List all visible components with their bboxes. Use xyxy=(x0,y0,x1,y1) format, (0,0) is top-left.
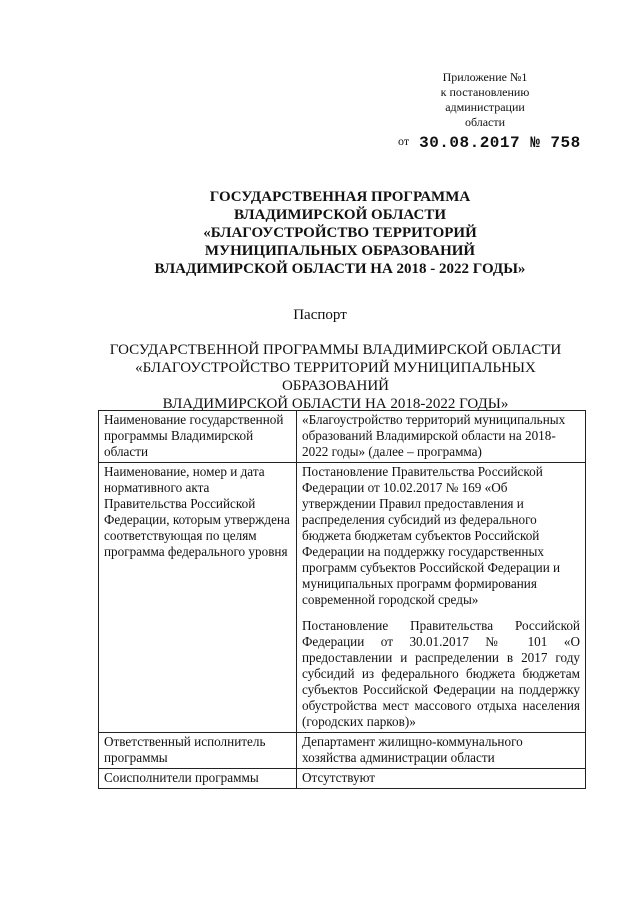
appendix-line: Приложение №1 xyxy=(442,70,528,84)
row-label: Ответственный исполнитель программы xyxy=(99,733,297,769)
passport-subtitle-line: «БЛАГОУСТРОЙСТВО ТЕРРИТОРИЙ МУНИЦИПАЛЬНЫХ ОБРАЗОВАНИЙ xyxy=(135,360,536,394)
row-value xyxy=(297,411,586,463)
row-value-paragraph: Отсутствуют xyxy=(302,770,376,785)
row-value xyxy=(297,733,586,769)
program-title xyxy=(120,188,560,278)
decree-prefix: от xyxy=(398,134,410,148)
row-value xyxy=(297,463,586,733)
program-title-line: МУНИЦИПАЛЬНЫХ ОБРАЗОВАНИЙ xyxy=(204,243,476,259)
row-value-paragraph: Департамент жилищно-коммунального хозяйства администрации области xyxy=(302,734,523,765)
row-value-paragraph: Постановление Правительства Российской Федерации от 30.01.2017 № 101 «О предоставлении и распределении в 2017 году субсидий из федерального бюджета бюджетам субъектов Российской Федерации на поддержку обустройства мест массового отдыха населения (городских парков)» xyxy=(302,618,580,729)
row-value-paragraph: «Благоустройство территорий муниципальных образований Владимирской области на 2018-2022 годы» (далее – программа) xyxy=(302,412,566,459)
passport-subtitle-line: ВЛАДИМИРСКОЙ ОБЛАСТИ НА 2018-2022 ГОДЫ» xyxy=(162,396,509,412)
table-row xyxy=(99,733,586,769)
decree-stamp-value: 30.08.2017 № 758 xyxy=(419,134,581,152)
row-label: Соисполнители программы xyxy=(99,769,297,789)
appendix-line: к постановлению xyxy=(440,85,530,99)
program-title-line: «БЛАГОУСТРОЙСТВО ТЕРРИТОРИЙ xyxy=(203,225,477,241)
table-row xyxy=(99,463,586,733)
row-value xyxy=(297,769,586,789)
table-row xyxy=(99,769,586,789)
program-title-line: ГОСУДАРСТВЕННАЯ ПРОГРАММА xyxy=(209,189,471,205)
appendix-line: администрации xyxy=(445,100,525,114)
program-title-line: ВЛАДИМИРСКОЙ ОБЛАСТИ xyxy=(234,207,446,223)
table-row xyxy=(99,411,586,463)
program-title-line: ВЛАДИМИРСКОЙ ОБЛАСТИ НА 2018 - 2022 ГОДЫ» xyxy=(154,261,526,277)
appendix-note xyxy=(410,70,560,130)
row-value-paragraph: Постановление Правительства Российской Федерации от 10.02.2017 № 169 «Об утверждении Правил предоставления и распределения субсидий из федерального бюджета бюджетам субъектов Российской Федерации на поддержку государственных программ субъектов Российской Федерации и муниципальных программ формирования современной городской среды» xyxy=(302,464,561,607)
decree-date-number xyxy=(398,134,581,152)
passport-subtitle-line: ГОСУДАРСТВЕННОЙ ПРОГРАММЫ ВЛАДИМИРСКОЙ ОБЛАСТИ xyxy=(109,342,562,358)
passport-heading: Паспорт xyxy=(293,307,347,323)
passport-table xyxy=(98,410,586,789)
row-label: Наименование, номер и дата нормативного акта Правительства Российской Федерации, которым утверждена соответствующая по целям программа федерального уровня xyxy=(99,463,297,733)
row-label: Наименование государственной программы Владимирской области xyxy=(99,411,297,463)
passport-subtitle xyxy=(88,341,583,413)
appendix-line: области xyxy=(464,115,506,129)
